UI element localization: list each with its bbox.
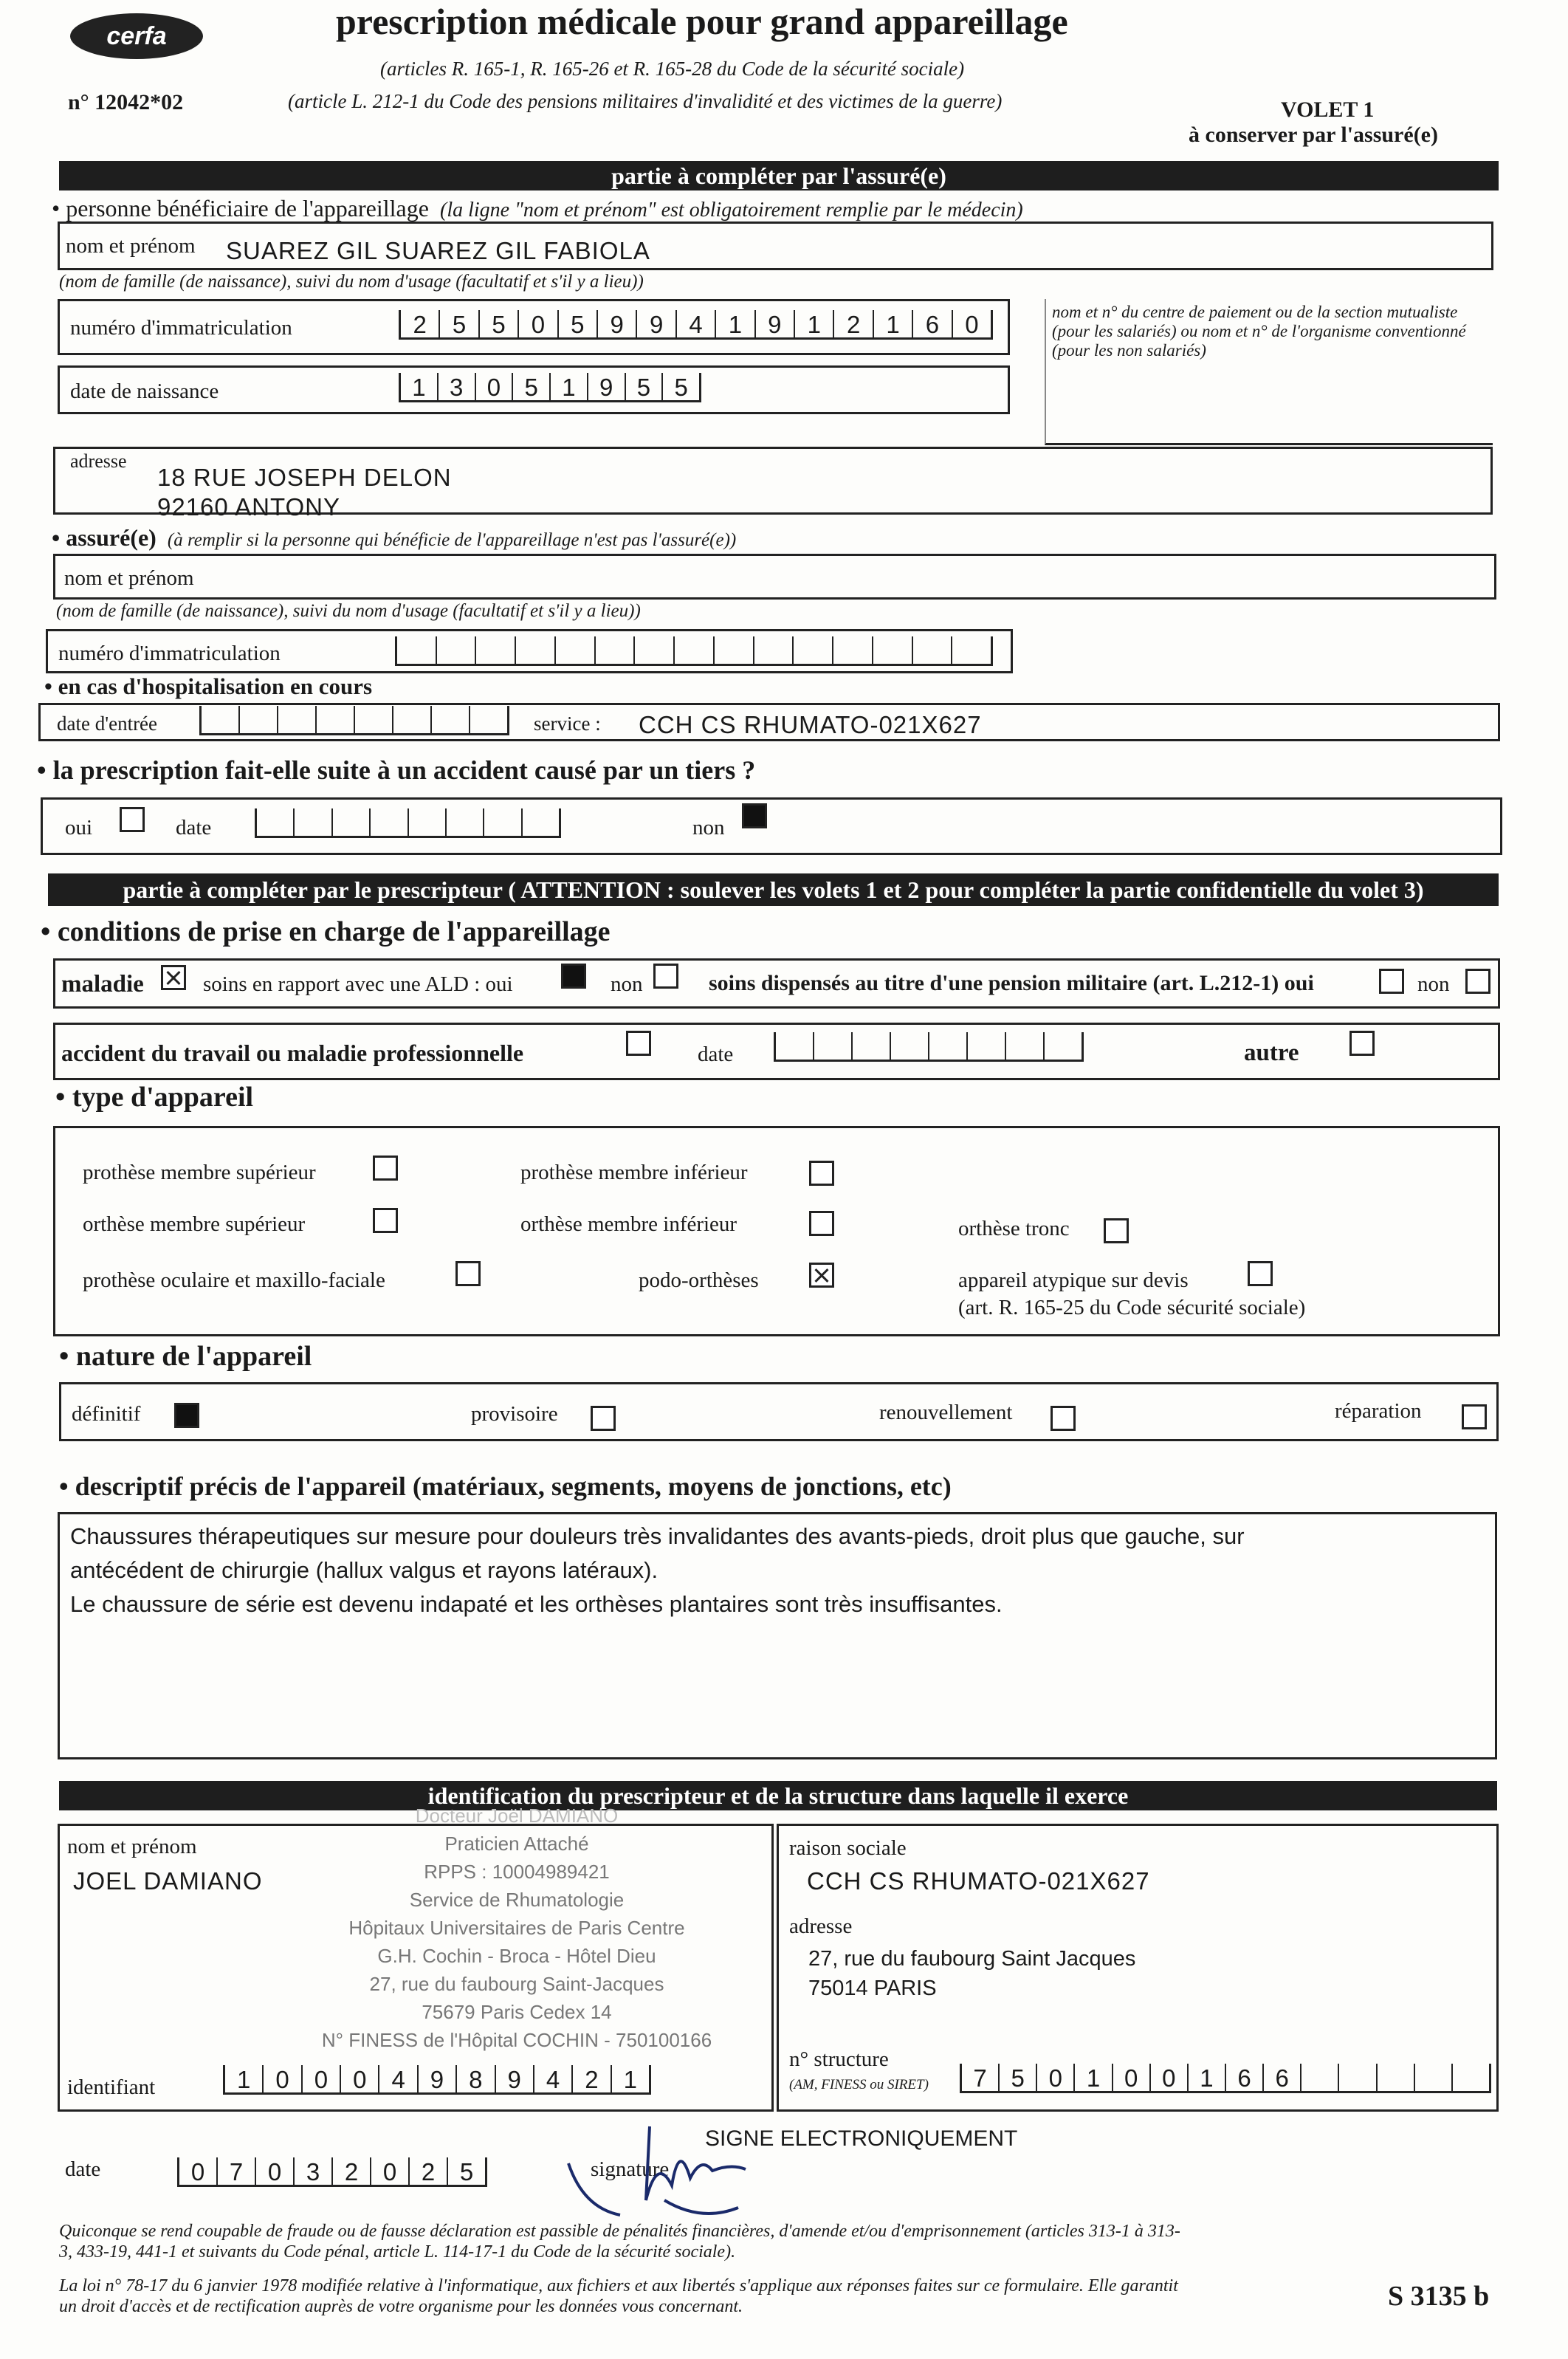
- digit-cell: [951, 636, 993, 664]
- digit-cell: 0: [517, 310, 557, 337]
- digit-cell: [633, 636, 673, 664]
- digit-cell: 0: [262, 2065, 300, 2092]
- provisoire-checkbox[interactable]: [591, 1406, 616, 1431]
- digit-cell: [238, 706, 277, 733]
- digit-cell: 0: [370, 2157, 408, 2185]
- digit-cell: [483, 808, 520, 836]
- signature-scribble: [554, 2112, 775, 2222]
- digit-cell: 1: [873, 310, 912, 337]
- structure-digits: [960, 2064, 1491, 2093]
- page-title: prescription médicale pour grand appareillage: [336, 1, 1068, 42]
- type-heading: • type d'appareil: [55, 1082, 254, 1113]
- digit-cell: [430, 706, 469, 733]
- beneficiary-heading: • personne bénéficiaire de l'appareillage (la ligne "nom et prénom" est obligatoirement remplie par le médecin): [52, 195, 1023, 222]
- digit-cell: 6: [1225, 2064, 1262, 2091]
- digit-cell: [392, 706, 430, 733]
- digit-cell: 9: [417, 2065, 455, 2092]
- military-yes-checkbox[interactable]: [1379, 969, 1404, 994]
- immatriculation-digits: [399, 310, 993, 340]
- section-bar-prescripteur: partie à compléter par le prescripteur ( ATTENTION : soulever les volets 1 et 2 pour compléter la partie confidentielle du volet 3): [48, 873, 1499, 906]
- subtitle-1: (articles R. 165-1, R. 165-26 et R. 165-28 du Code de la sécurité sociale): [380, 58, 965, 80]
- digit-cell: 1: [715, 310, 754, 337]
- digit-cell: [315, 706, 354, 733]
- digit-cell: [1338, 2064, 1375, 2091]
- centre-field-border[interactable]: [1045, 299, 1493, 445]
- digit-cell: 0: [177, 2157, 216, 2185]
- section-bar-identification: identification du prescripteur et de la structure dans laquelle il exerce: [59, 1781, 1497, 1810]
- digit-cell: 0: [1149, 2064, 1187, 2091]
- digit-cell: 5: [478, 310, 517, 337]
- digit-cell: [594, 636, 634, 664]
- digit-cell: [331, 808, 369, 836]
- entry-date-digits: [199, 706, 509, 735]
- centre-note: nom et n° du centre de paiement ou de la section mutualiste (pour les salariés) ou nom et n° de l'organisme conventionné (pour les non salariés): [1052, 303, 1466, 360]
- digit-cell: [369, 808, 407, 836]
- work-accident-date-digits: [774, 1032, 1084, 1062]
- accident-no-checkbox[interactable]: [742, 803, 767, 828]
- hospitalisation-heading: • en cas d'hospitalisation en cours: [44, 673, 373, 699]
- digit-cell: 0: [255, 2157, 293, 2185]
- digit-cell: 5: [661, 373, 701, 400]
- digit-cell: 4: [378, 2065, 416, 2092]
- birthdate-field[interactable]: date de naissance: [58, 365, 1010, 414]
- stamp-line: N° FINESS de l'Hôpital COCHIN - 750100166: [321, 2029, 712, 2051]
- digit-cell: 6: [912, 310, 951, 337]
- digit-cell: 5: [998, 2064, 1036, 2091]
- digit-cell: [408, 808, 445, 836]
- signature-label: signature: [591, 2157, 670, 2181]
- digit-cell: [966, 1032, 1005, 1060]
- ald-yes-checkbox[interactable]: [561, 964, 586, 989]
- digit-cell: [1043, 1032, 1084, 1060]
- digit-cell: 0: [1112, 2064, 1149, 2091]
- digit-cell: [436, 636, 475, 664]
- digit-cell: [890, 1032, 928, 1060]
- cerfa-logo: cerfa: [70, 13, 203, 59]
- digit-cell: [792, 636, 832, 664]
- description-heading: • descriptif précis de l'appareil (matériaux, segments, moyens de jonctions, etc): [59, 1472, 952, 1501]
- digit-cell: 4: [675, 310, 715, 337]
- digit-cell: [1451, 2064, 1491, 2091]
- orthese-sup-checkbox[interactable]: [373, 1208, 398, 1233]
- digit-cell: [673, 636, 713, 664]
- insured-name-note: (nom de famille (de naissance), suivi du nom d'usage (facultatif et s'il y a lieu)): [56, 601, 641, 621]
- digit-cell: 0: [340, 2065, 378, 2092]
- digit-cell: 5: [625, 373, 662, 400]
- signed-electronically: SIGNE ELECTRONIQUEMENT: [705, 2126, 1018, 2151]
- digit-cell: [445, 808, 483, 836]
- digit-cell: 1: [549, 373, 587, 400]
- digit-cell: [1414, 2064, 1451, 2091]
- birthdate-digits: [399, 373, 701, 402]
- digit-cell: 2: [399, 310, 439, 337]
- digit-cell: 2: [833, 310, 872, 337]
- insured-name-field[interactable]: nom et prénom: [53, 554, 1496, 600]
- subtitle-2: (article L. 212-1 du Code des pensions militaires d'invalidité et des victimes de la guerre): [288, 90, 1003, 112]
- digit-cell: [713, 636, 753, 664]
- conditions-heading: • conditions de prise en charge de l'appareillage: [41, 916, 611, 947]
- accident-field[interactable]: oui date non: [41, 797, 1502, 855]
- digit-cell: 0: [475, 373, 512, 400]
- work-accident-checkbox[interactable]: [626, 1031, 651, 1056]
- digit-cell: 1: [794, 310, 833, 337]
- nature-heading: • nature de l'appareil: [59, 1341, 312, 1372]
- digit-cell: [475, 636, 515, 664]
- insured-immat-digits: [395, 636, 993, 666]
- prothese-sup-checkbox[interactable]: [373, 1156, 398, 1181]
- digit-cell: 1: [399, 373, 437, 400]
- digit-cell: [277, 706, 315, 733]
- immatriculation-field[interactable]: numéro d'immatriculation: [58, 299, 1010, 355]
- digit-cell: 7: [216, 2157, 255, 2185]
- digit-cell: [813, 1032, 851, 1060]
- digit-cell: [395, 636, 436, 664]
- insured-heading: • assuré(e) (à remplir si la personne qui bénéficie de l'appareillage n'est pas l'assuré(e)): [52, 524, 737, 551]
- digit-cell: 6: [1262, 2064, 1300, 2091]
- stamp-line: RPPS : 10004989421: [424, 1861, 610, 1883]
- accident-question: • la prescription fait-elle suite à un accident causé par un tiers ?: [37, 755, 756, 785]
- address-field[interactable]: adresse 18 RUE JOSEPH DELON 92160 ANTONY: [53, 447, 1493, 515]
- conditions-row-1: maladie soins en rapport avec une ALD : oui non soins dispensés au titre d'une pension militaire (art. L.212-1) oui non: [53, 958, 1500, 1009]
- doctor-stamp: [310, 1802, 723, 2054]
- form-number: n° 12042*02: [68, 90, 184, 114]
- prothese-oculaire-checkbox[interactable]: [455, 1261, 481, 1286]
- section-bar-assure: partie à compléter par l'assuré(e): [59, 161, 1499, 190]
- digit-cell: 9: [636, 310, 675, 337]
- structure-panel: raison sociale CCH CS RHUMATO-021X627 adresse 27, rue du faubourg Saint Jacques 75014 PARIS n° structure (AM, FINESS ou SIRET): [777, 1824, 1499, 2112]
- digit-cell: 3: [293, 2157, 331, 2185]
- digit-cell: [851, 1032, 890, 1060]
- digit-cell: [753, 636, 793, 664]
- digit-cell: 9: [754, 310, 794, 337]
- digit-cell: [521, 808, 561, 836]
- orthese-tronc-checkbox[interactable]: [1104, 1218, 1129, 1243]
- prescriber-panel: nom et prénom JOEL DAMIANO identifiant: [58, 1824, 774, 2112]
- stamp-line: Hôpitaux Universitaires de Paris Centre: [348, 1917, 685, 1939]
- definitif-checkbox[interactable]: [174, 1403, 199, 1428]
- digit-cell: 1: [223, 2065, 262, 2092]
- military-no-checkbox[interactable]: [1465, 969, 1490, 994]
- fraud-notice: Quiconque se rend coupable de fraude ou de fausse déclaration est passible de pénalités financières, d'amende et/ou d'emprisonnement (articles 313-1 à 313-3, 433-19, 441-1 et suivants du Code pénal, article L. 114-17-1 du Code de la sécurité sociale).: [59, 2222, 1180, 2262]
- accident-date-digits: [255, 808, 561, 838]
- digit-cell: [255, 808, 293, 836]
- digit-cell: [1005, 1032, 1043, 1060]
- digit-cell: 0: [301, 2065, 340, 2092]
- prothese-inf-checkbox[interactable]: [809, 1161, 834, 1186]
- digit-cell: 8: [455, 2065, 494, 2092]
- digit-cell: 2: [571, 2065, 610, 2092]
- digit-cell: [928, 1032, 966, 1060]
- name-note: (nom de famille (de naissance), suivi du nom d'usage (facultatif et s'il y a lieu)): [59, 272, 644, 292]
- digit-cell: 1: [1187, 2064, 1225, 2091]
- digit-cell: [1300, 2064, 1338, 2091]
- digit-cell: [1376, 2064, 1414, 2091]
- volet-note: à conserver par l'assuré(e): [1189, 123, 1438, 147]
- date-label: date: [65, 2157, 101, 2181]
- renouvellement-checkbox[interactable]: [1051, 1406, 1076, 1431]
- digit-cell: 0: [1036, 2064, 1073, 2091]
- digit-cell: [469, 706, 509, 733]
- digit-cell: [199, 706, 238, 733]
- conditions-row-2: accident du travail ou maladie professionnelle date autre: [53, 1023, 1500, 1080]
- signature-date-digits: [177, 2157, 487, 2187]
- identifiant-digits: [223, 2065, 651, 2095]
- digit-cell: [872, 636, 912, 664]
- digit-cell: 2: [408, 2157, 447, 2185]
- podo-ortheses-checkbox[interactable]: [809, 1263, 834, 1288]
- digit-cell: 5: [439, 310, 478, 337]
- digit-cell: 2: [331, 2157, 370, 2185]
- digit-cell: [912, 636, 952, 664]
- digit-cell: 4: [533, 2065, 571, 2092]
- stamp-line: 75679 Paris Cedex 14: [422, 2001, 612, 2023]
- digit-cell: [832, 636, 872, 664]
- digit-cell: [554, 636, 594, 664]
- insured-immat-field[interactable]: numéro d'immatriculation: [46, 629, 1013, 673]
- digit-cell: 3: [437, 373, 475, 400]
- nature-panel: définitif provisoire renouvellement réparation: [59, 1382, 1499, 1441]
- privacy-notice: La loi n° 78-17 du 6 janvier 1978 modifiée relative à l'informatique, aux fichiers et aux libertés s'applique aux réponses faites sur ce formulaire. Elle garantit un droit d'accès et de rectification auprès de votre organisme pour les données vous concernant.: [59, 2276, 1178, 2316]
- digit-cell: [515, 636, 554, 664]
- maladie-checkbox[interactable]: [161, 965, 186, 990]
- digit-cell: [774, 1032, 813, 1060]
- ald-no-checkbox[interactable]: [653, 964, 678, 989]
- description-field[interactable]: Chaussures thérapeutiques sur mesure pour douleurs très invalidantes des avants-pieds, droit plus que gauche, sur antécédent de chirurgie (hallux valgus et rayons latéraux). Le chaussure de série est devenu indapaté et les orthèses plantaires sont très insuffisantes.: [58, 1512, 1497, 1759]
- stamp-line: G.H. Cochin - Broca - Hôtel Dieu: [377, 1945, 656, 1967]
- form-reference: S 3135 b: [1388, 2281, 1490, 2312]
- stamp-line: Docteur Joël DAMIANO: [415, 1805, 619, 1827]
- volet-label: VOLET 1: [1281, 97, 1375, 122]
- accident-yes-checkbox[interactable]: [120, 807, 145, 832]
- beneficiary-name-field[interactable]: nom et prénom SUAREZ GIL SUAREZ GIL FABIOLA: [58, 222, 1493, 270]
- orthese-inf-checkbox[interactable]: [809, 1211, 834, 1236]
- digit-cell: 5: [447, 2157, 487, 2185]
- hospitalisation-field[interactable]: date d'entrée service : CCH CS RHUMATO-021X627: [38, 703, 1500, 741]
- digit-cell: 9: [495, 2065, 533, 2092]
- stamp-line: 27, rue du faubourg Saint-Jacques: [369, 1973, 664, 1995]
- digit-cell: 9: [587, 373, 625, 400]
- digit-cell: 5: [512, 373, 549, 400]
- digit-cell: 0: [952, 310, 993, 337]
- digit-cell: 1: [611, 2065, 651, 2092]
- atypique-checkbox[interactable]: [1248, 1261, 1273, 1286]
- stamp-line: Praticien Attaché: [444, 1833, 589, 1855]
- digit-cell: 1: [1073, 2064, 1111, 2091]
- autre-checkbox[interactable]: [1349, 1031, 1375, 1056]
- stamp-line: Service de Rhumatologie: [409, 1889, 625, 1911]
- reparation-checkbox[interactable]: [1462, 1404, 1487, 1429]
- digit-cell: 9: [596, 310, 636, 337]
- digit-cell: 5: [557, 310, 596, 337]
- digit-cell: 7: [960, 2064, 998, 2091]
- digit-cell: [354, 706, 392, 733]
- digit-cell: [293, 808, 331, 836]
